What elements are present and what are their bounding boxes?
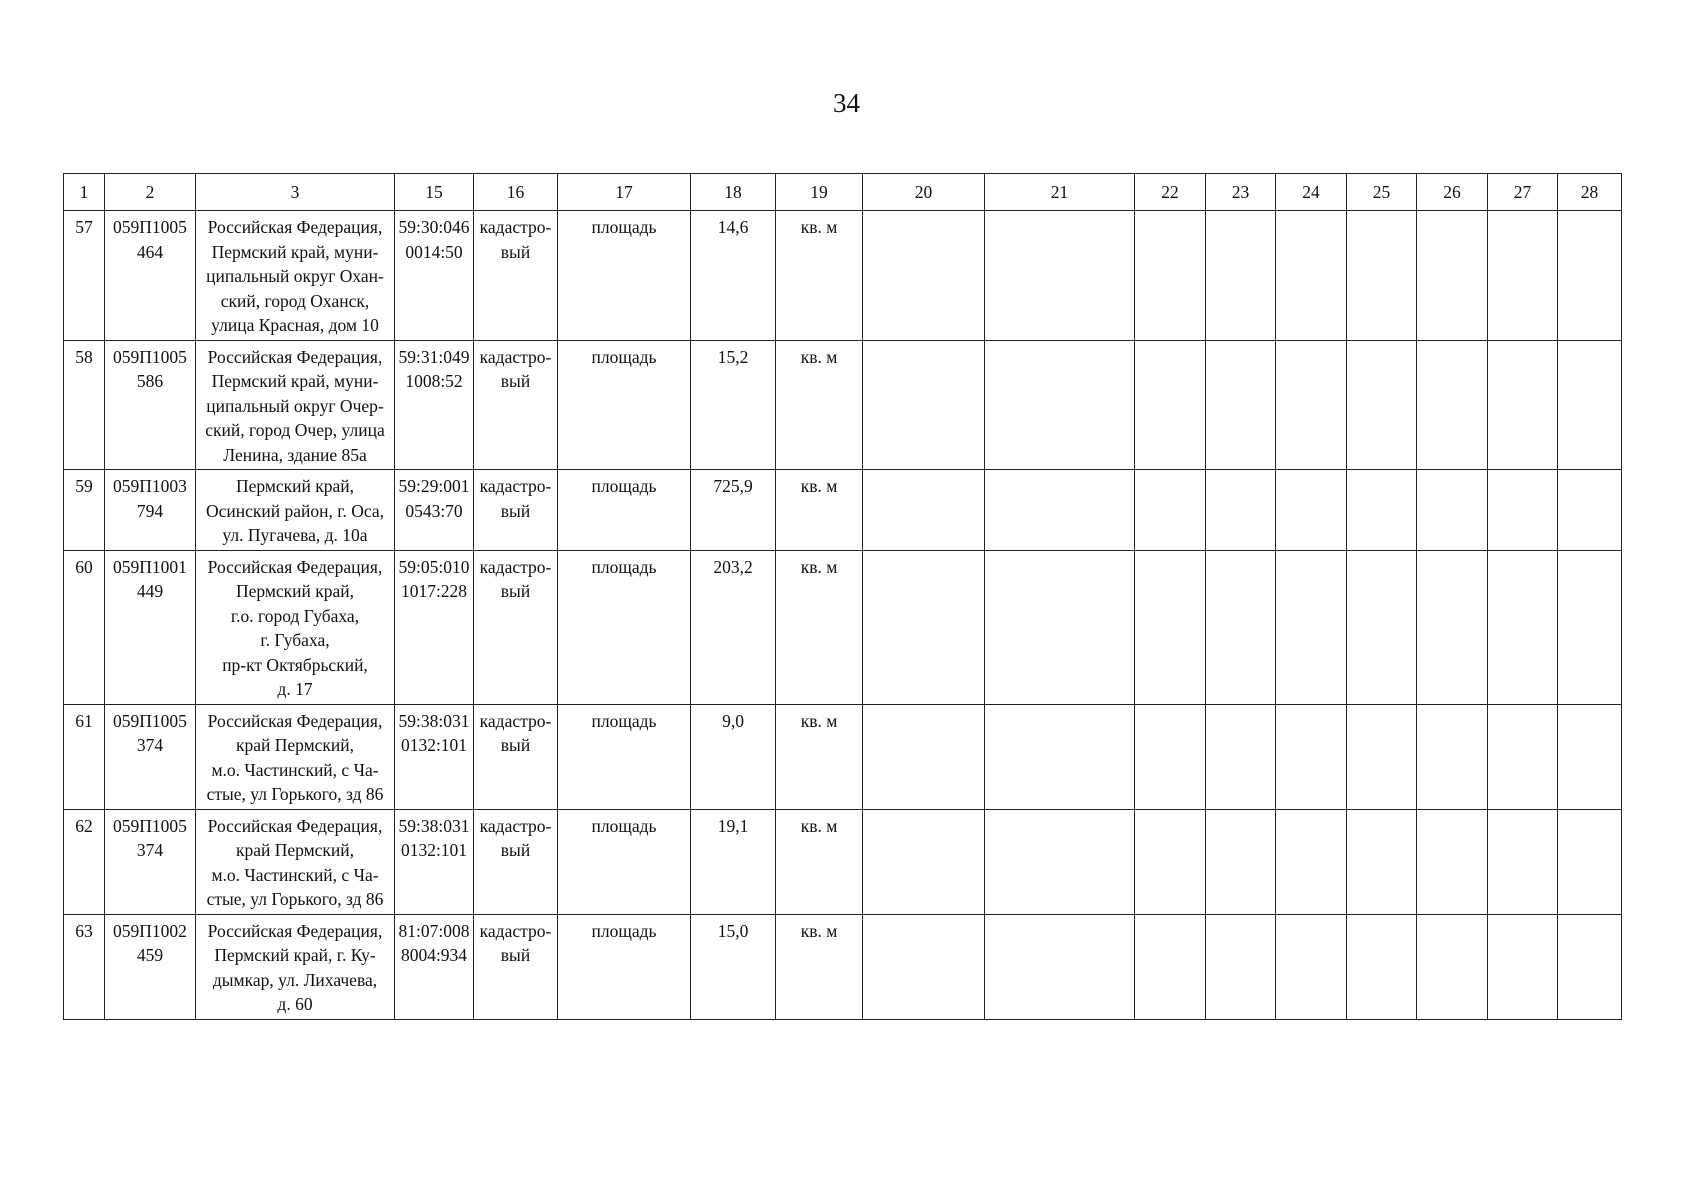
- empty-cell-col-27: [1488, 550, 1558, 704]
- address-line: дымкар, ул. Лихачева,: [212, 969, 378, 990]
- empty-cell-col-26: [1417, 550, 1488, 704]
- address-line: край Пермский,: [235, 840, 355, 860]
- number-type-line: кадастро-: [479, 217, 552, 237]
- cadastral-number-cell: [395, 470, 474, 551]
- empty-cell-col-22: [1135, 809, 1206, 914]
- parameter-cell: площадь: [558, 704, 691, 809]
- empty-cell-col-23: [1206, 704, 1276, 809]
- address-line: пр-кт Октябрьский,: [222, 654, 368, 675]
- number-type-line: вый: [500, 840, 531, 860]
- empty-cell-col-23: [1206, 914, 1276, 1019]
- value-cell: 725,9: [691, 470, 776, 551]
- number-type-line: кадастро-: [479, 556, 552, 577]
- object-code-line: 059П1003: [113, 476, 187, 496]
- number-type-cell: [474, 809, 558, 914]
- empty-cell-col-20: [863, 470, 985, 551]
- number-type-cell: [474, 340, 558, 470]
- row-number-cell: 63: [64, 914, 105, 1019]
- cadastral-number-line: 59:30:046: [398, 217, 470, 237]
- empty-cell-col-20: [863, 211, 985, 341]
- row-number-cell: 60: [64, 550, 105, 704]
- empty-cell-col-22: [1135, 704, 1206, 809]
- table-row: [64, 211, 1622, 341]
- column-header-25: 25: [1347, 174, 1417, 211]
- cadastral-number-line: 0132:101: [400, 840, 468, 860]
- column-header-21: 21: [985, 174, 1135, 211]
- number-type-line: кадастро-: [479, 710, 552, 731]
- address-cell: [196, 211, 395, 341]
- column-header-22: 22: [1135, 174, 1206, 211]
- address-cell: [196, 914, 395, 1019]
- empty-cell-col-20: [863, 914, 985, 1019]
- empty-cell-col-28: [1558, 470, 1622, 551]
- value-cell: 15,2: [691, 340, 776, 470]
- column-header-20: 20: [863, 174, 985, 211]
- address-line: г. Губаха,: [260, 630, 330, 650]
- value-cell: 14,6: [691, 211, 776, 341]
- column-header-19: 19: [776, 174, 863, 211]
- empty-cell-col-23: [1206, 470, 1276, 551]
- empty-cell-col-28: [1558, 211, 1622, 341]
- object-code-line: 464: [136, 241, 164, 262]
- number-type-cell: [474, 704, 558, 809]
- empty-cell-col-21: [985, 550, 1135, 704]
- empty-cell-col-28: [1558, 550, 1622, 704]
- empty-cell-col-26: [1417, 340, 1488, 470]
- empty-cell-col-27: [1488, 914, 1558, 1019]
- cadastral-number-line: 1008:52: [405, 371, 463, 391]
- empty-cell-col-27: [1488, 340, 1558, 470]
- empty-cell-col-25: [1347, 340, 1417, 470]
- address-line: ул. Пугачева, д. 10а: [222, 525, 368, 545]
- object-code-line: 059П1001: [113, 556, 187, 577]
- unit-cell: кв. м: [776, 470, 863, 551]
- object-code-line: 059П1005: [113, 815, 187, 836]
- address-line: стые, ул Горького, зд 86: [206, 889, 384, 909]
- column-header-28: 28: [1558, 174, 1622, 211]
- value-cell: 203,2: [691, 550, 776, 704]
- empty-cell-col-28: [1558, 704, 1622, 809]
- row-number-cell: 57: [64, 211, 105, 341]
- empty-cell-col-22: [1135, 211, 1206, 341]
- page-number: 34: [833, 88, 860, 118]
- value-cell: 9,0: [691, 704, 776, 809]
- object-code-cell: [105, 340, 196, 470]
- empty-cell-col-23: [1206, 809, 1276, 914]
- table-row: [64, 550, 1622, 704]
- row-number-cell: 58: [64, 340, 105, 470]
- address-line: Пермский край, г. Ку-: [214, 945, 376, 965]
- unit-cell: кв. м: [776, 550, 863, 704]
- cadastral-number-line: 0132:101: [400, 735, 468, 755]
- row-number-cell: 62: [64, 809, 105, 914]
- column-header-24: 24: [1276, 174, 1347, 211]
- value-cell: 19,1: [691, 809, 776, 914]
- column-header-23: 23: [1206, 174, 1276, 211]
- empty-cell-col-20: [863, 550, 985, 704]
- address-line: ский, город Очер, улица: [205, 420, 385, 440]
- empty-cell-col-23: [1206, 550, 1276, 704]
- parameter-cell: площадь: [558, 340, 691, 470]
- column-header-1: 1: [64, 174, 105, 211]
- cadastral-number-cell: [395, 704, 474, 809]
- number-type-line: кадастро-: [479, 815, 552, 836]
- empty-cell-col-24: [1276, 914, 1347, 1019]
- address-line: д. 60: [277, 994, 313, 1014]
- column-header-26: 26: [1417, 174, 1488, 211]
- address-line: Российская Федерация,: [207, 710, 383, 731]
- column-header-15: 15: [395, 174, 474, 211]
- empty-cell-col-26: [1417, 211, 1488, 341]
- address-line: Российская Федерация,: [207, 920, 383, 941]
- column-header-2: 2: [105, 174, 196, 211]
- empty-cell-col-22: [1135, 914, 1206, 1019]
- empty-cell-col-21: [985, 704, 1135, 809]
- table-row: [64, 340, 1622, 470]
- parameter-cell: площадь: [558, 914, 691, 1019]
- address-cell: [196, 550, 395, 704]
- empty-cell-col-28: [1558, 809, 1622, 914]
- empty-cell-col-24: [1276, 809, 1347, 914]
- address-line: Пермский край,: [235, 476, 355, 496]
- unit-cell: кв. м: [776, 211, 863, 341]
- empty-cell-col-26: [1417, 470, 1488, 551]
- address-cell: [196, 809, 395, 914]
- address-cell: [196, 340, 395, 470]
- address-line: м.о. Частинский, с Ча-: [211, 864, 379, 885]
- table-row: [64, 914, 1622, 1019]
- object-code-line: 586: [136, 371, 164, 391]
- number-type-line: вый: [500, 500, 531, 521]
- address-line: Российская Федерация,: [207, 346, 383, 367]
- empty-cell-col-21: [985, 809, 1135, 914]
- cadastral-number-line: 0014:50: [405, 241, 463, 262]
- cadastral-number-cell: [395, 340, 474, 470]
- empty-cell-col-20: [863, 704, 985, 809]
- column-header-27: 27: [1488, 174, 1558, 211]
- address-line: д. 17: [277, 679, 313, 699]
- object-code-line: 059П1005: [113, 346, 187, 367]
- empty-cell-col-28: [1558, 914, 1622, 1019]
- empty-cell-col-26: [1417, 914, 1488, 1019]
- empty-cell-col-22: [1135, 340, 1206, 470]
- table-row: [64, 809, 1622, 914]
- address-line: Пермский край, муни-: [211, 371, 379, 391]
- value-cell: 15,0: [691, 914, 776, 1019]
- empty-cell-col-28: [1558, 340, 1622, 470]
- number-type-line: кадастро-: [479, 920, 552, 941]
- object-code-line: 374: [136, 840, 164, 860]
- cadastral-number-line: 8004:934: [400, 945, 468, 965]
- object-code-line: 449: [136, 581, 164, 601]
- cadastral-number-line: 81:07:008: [398, 920, 470, 941]
- empty-cell-col-25: [1347, 211, 1417, 341]
- number-type-line: кадастро-: [479, 346, 552, 367]
- number-type-cell: [474, 914, 558, 1019]
- empty-cell-col-25: [1347, 704, 1417, 809]
- empty-cell-col-21: [985, 340, 1135, 470]
- object-code-cell: [105, 809, 196, 914]
- address-line: улица Красная, дом 10: [211, 315, 379, 335]
- parameter-cell: площадь: [558, 809, 691, 914]
- table-row: [64, 470, 1622, 551]
- cadastral-number-line: 59:31:049: [398, 346, 470, 367]
- cadastral-number-cell: [395, 809, 474, 914]
- empty-cell-col-26: [1417, 704, 1488, 809]
- cadastral-number-line: 59:29:001: [398, 476, 470, 496]
- object-code-line: 794: [136, 500, 164, 521]
- object-code-cell: [105, 470, 196, 551]
- address-cell: [196, 470, 395, 551]
- empty-cell-col-24: [1276, 211, 1347, 341]
- address-line: м.о. Частинский, с Ча-: [211, 759, 379, 780]
- cadastral-number-line: 59:38:031: [398, 815, 470, 836]
- address-line: край Пермский,: [235, 735, 355, 755]
- table-body: [64, 211, 1622, 1020]
- column-header-3: 3: [196, 174, 395, 211]
- table-row: [64, 704, 1622, 809]
- address-line: Российская Федерация,: [207, 556, 383, 577]
- cadastral-number-line: 59:05:010: [398, 556, 470, 577]
- empty-cell-col-25: [1347, 550, 1417, 704]
- address-line: Российская Федерация,: [207, 217, 383, 237]
- parameter-cell: площадь: [558, 550, 691, 704]
- empty-cell-col-25: [1347, 809, 1417, 914]
- parameter-cell: площадь: [558, 470, 691, 551]
- empty-cell-col-25: [1347, 914, 1417, 1019]
- empty-cell-col-25: [1347, 470, 1417, 551]
- empty-cell-col-24: [1276, 550, 1347, 704]
- object-code-line: 059П1005: [113, 710, 187, 731]
- parameter-cell: площадь: [558, 211, 691, 341]
- address-line: ципальный округ Охан-: [206, 266, 384, 286]
- empty-cell-col-27: [1488, 809, 1558, 914]
- number-type-line: кадастро-: [479, 476, 552, 496]
- row-number-cell: 61: [64, 704, 105, 809]
- empty-cell-col-21: [985, 914, 1135, 1019]
- cadastral-number-cell: [395, 550, 474, 704]
- object-code-cell: [105, 704, 196, 809]
- address-line: г.о. город Губаха,: [230, 605, 360, 626]
- column-header-17: 17: [558, 174, 691, 211]
- cadastral-number-line: 1017:228: [400, 581, 468, 601]
- empty-cell-col-23: [1206, 211, 1276, 341]
- empty-cell-col-22: [1135, 550, 1206, 704]
- empty-cell-col-20: [863, 809, 985, 914]
- unit-cell: кв. м: [776, 809, 863, 914]
- object-code-cell: [105, 211, 196, 341]
- number-type-cell: [474, 550, 558, 704]
- empty-cell-col-23: [1206, 340, 1276, 470]
- address-line: Пермский край,: [235, 581, 355, 601]
- address-line: стые, ул Горького, зд 86: [206, 784, 384, 804]
- empty-cell-col-21: [985, 211, 1135, 341]
- address-line: Ленина, здание 85а: [223, 444, 367, 465]
- empty-cell-col-24: [1276, 470, 1347, 551]
- number-type-line: вый: [500, 735, 531, 755]
- empty-cell-col-21: [985, 470, 1135, 551]
- empty-cell-col-26: [1417, 809, 1488, 914]
- address-line: ципальный округ Очер-: [206, 395, 384, 416]
- address-line: Пермский край, муни-: [211, 241, 379, 262]
- cadastral-number-cell: [395, 211, 474, 341]
- number-type-line: вый: [500, 371, 531, 391]
- object-code-line: 059П1005: [113, 217, 187, 237]
- number-type-line: вый: [500, 581, 531, 601]
- object-code-line: 374: [136, 735, 164, 755]
- address-cell: [196, 704, 395, 809]
- number-type-cell: [474, 211, 558, 341]
- address-line: Российская Федерация,: [207, 815, 383, 836]
- empty-cell-col-22: [1135, 470, 1206, 551]
- unit-cell: кв. м: [776, 340, 863, 470]
- number-type-cell: [474, 470, 558, 551]
- cadastral-number-line: 59:38:031: [398, 710, 470, 731]
- number-type-line: вый: [500, 945, 531, 965]
- object-code-cell: [105, 550, 196, 704]
- empty-cell-col-24: [1276, 340, 1347, 470]
- object-code-line: 459: [136, 945, 164, 965]
- cadastral-number-line: 0543:70: [405, 500, 463, 521]
- object-code-line: 059П1002: [113, 920, 187, 941]
- column-header-16: 16: [474, 174, 558, 211]
- registry-table: [63, 173, 1622, 1020]
- address-line: Осинский район, г. Оса,: [206, 500, 384, 521]
- empty-cell-col-24: [1276, 704, 1347, 809]
- empty-cell-col-27: [1488, 211, 1558, 341]
- empty-cell-col-27: [1488, 470, 1558, 551]
- column-header-18: 18: [691, 174, 776, 211]
- row-number-cell: 59: [64, 470, 105, 551]
- unit-cell: кв. м: [776, 914, 863, 1019]
- header-row: [64, 174, 1622, 211]
- address-line: ский, город Оханск,: [220, 290, 370, 311]
- number-type-line: вый: [500, 241, 531, 262]
- object-code-cell: [105, 914, 196, 1019]
- empty-cell-col-20: [863, 340, 985, 470]
- empty-cell-col-27: [1488, 704, 1558, 809]
- unit-cell: кв. м: [776, 704, 863, 809]
- cadastral-number-cell: [395, 914, 474, 1019]
